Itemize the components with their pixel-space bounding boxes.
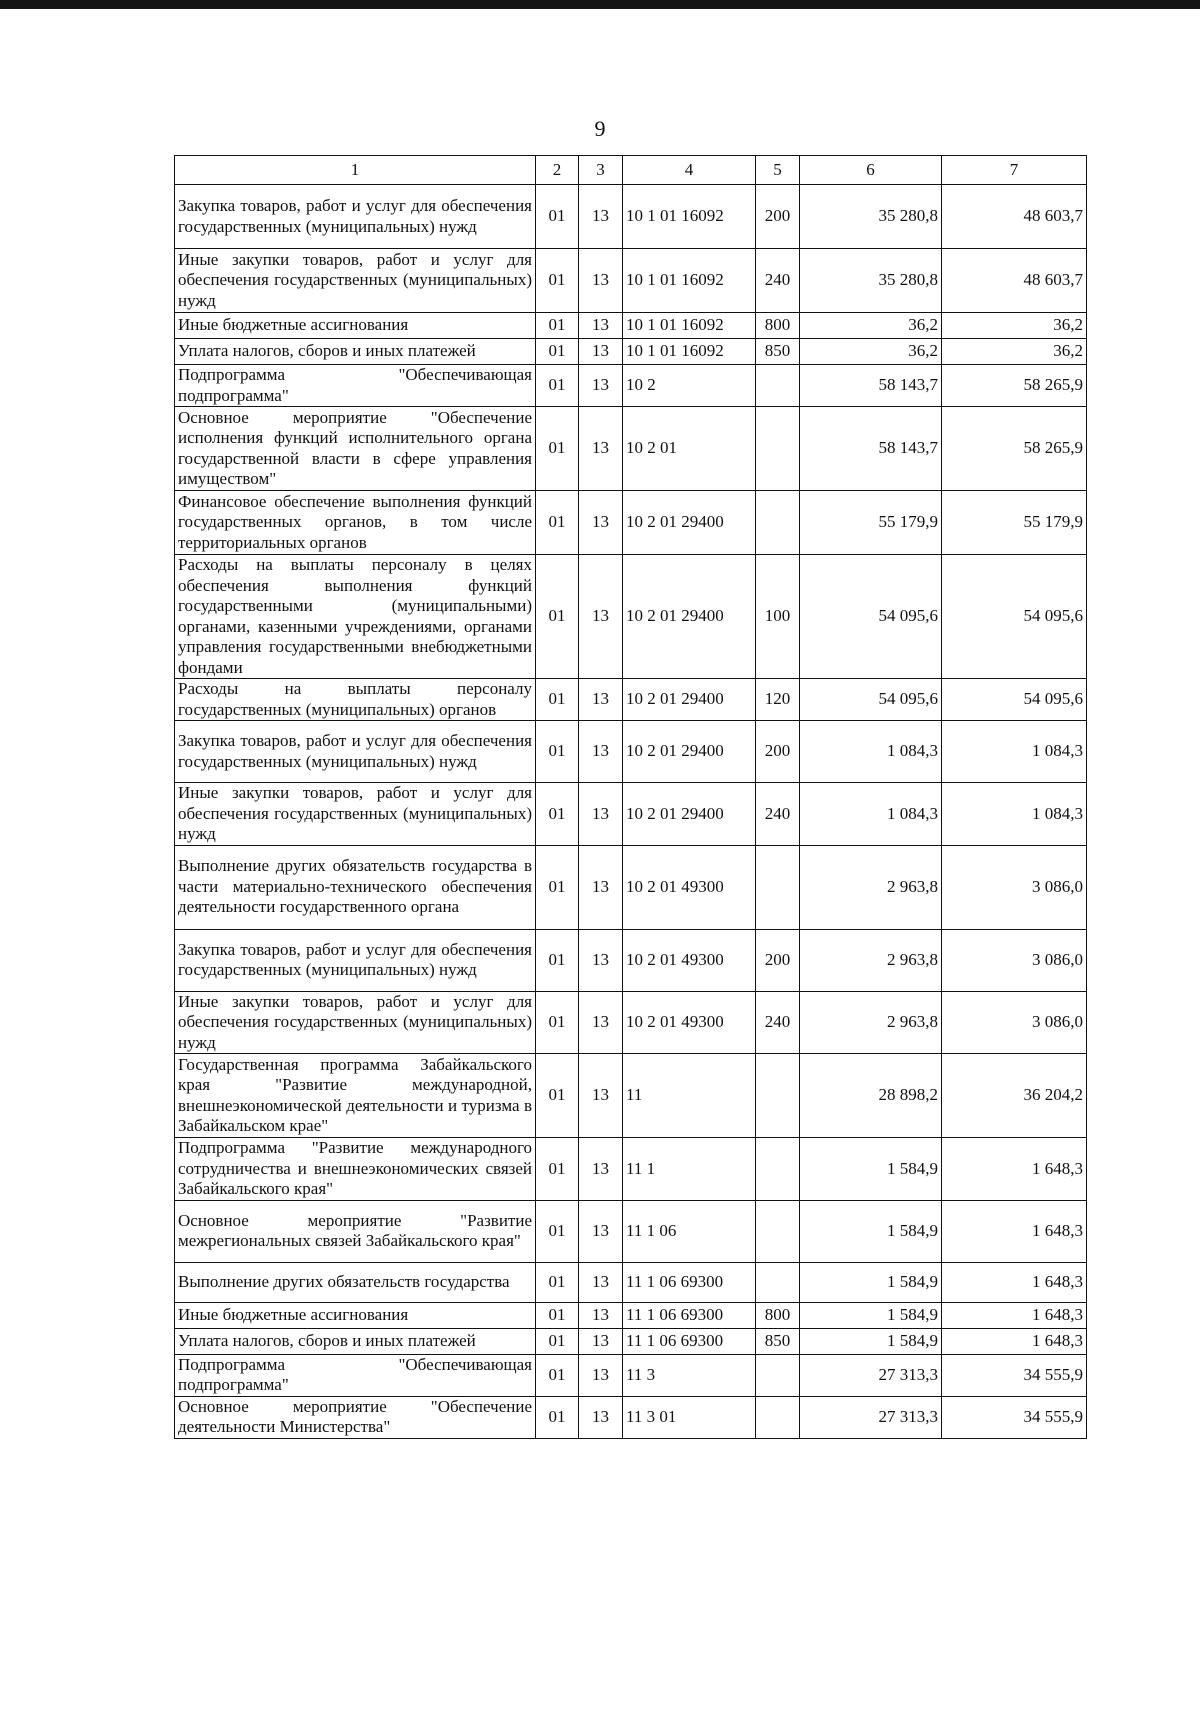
amount-year1-cell: 2 963,8 — [800, 845, 942, 929]
subsection-code-cell: 13 — [579, 1054, 623, 1138]
expense-type-cell: 200 — [756, 721, 800, 783]
row-name-cell: Уплата налогов, сборов и иных платежей — [175, 339, 536, 365]
table-row — [175, 491, 1087, 555]
target-article-cell: 10 2 01 29400 — [623, 555, 756, 679]
expense-type-cell — [756, 365, 800, 407]
expense-type-cell: 240 — [756, 249, 800, 313]
amount-year2-cell: 58 265,9 — [942, 407, 1087, 491]
subsection-code-cell: 13 — [579, 1138, 623, 1201]
section-code-cell: 01 — [536, 679, 579, 721]
amount-year2-cell: 48 603,7 — [942, 185, 1087, 249]
amount-year2-cell: 55 179,9 — [942, 491, 1087, 555]
target-article-cell: 10 2 — [623, 365, 756, 407]
section-code-cell: 01 — [536, 1354, 579, 1396]
amount-year2-cell: 1 084,3 — [942, 721, 1087, 783]
amount-year2-cell: 54 095,6 — [942, 679, 1087, 721]
amount-year1-cell: 55 179,9 — [800, 491, 942, 555]
row-name-cell: Государственная программа Забайкальского края "Развитие международной, внешнеэкономической деятельности и туризма в Забайкальском крае" — [175, 1054, 536, 1138]
target-article-cell: 11 3 01 — [623, 1396, 756, 1438]
amount-year2-cell: 3 086,0 — [942, 845, 1087, 929]
subsection-code-cell: 13 — [579, 845, 623, 929]
subsection-code-cell: 13 — [579, 1302, 623, 1328]
table-row — [175, 1138, 1087, 1201]
table-row — [175, 1396, 1087, 1438]
row-name-cell: Финансовое обеспечение выполнения функций государственных органов, в том числе территориальных органов — [175, 491, 536, 555]
target-article-cell: 11 3 — [623, 1354, 756, 1396]
expense-type-cell — [756, 1054, 800, 1138]
subsection-code-cell: 13 — [579, 407, 623, 491]
table-row — [175, 1328, 1087, 1354]
amount-year2-cell: 3 086,0 — [942, 991, 1087, 1054]
table-row — [175, 365, 1087, 407]
subsection-code-cell: 13 — [579, 365, 623, 407]
section-code-cell: 01 — [536, 991, 579, 1054]
subsection-code-cell: 13 — [579, 1262, 623, 1302]
header-cell: 1 — [175, 156, 536, 185]
section-code-cell: 01 — [536, 185, 579, 249]
table-row — [175, 1054, 1087, 1138]
target-article-cell: 10 2 01 29400 — [623, 721, 756, 783]
target-article-cell: 11 1 06 69300 — [623, 1262, 756, 1302]
target-article-cell: 10 1 01 16092 — [623, 249, 756, 313]
section-code-cell: 01 — [536, 1138, 579, 1201]
section-code-cell: 01 — [536, 491, 579, 555]
section-code-cell: 01 — [536, 365, 579, 407]
subsection-code-cell: 13 — [579, 991, 623, 1054]
row-name-cell: Подпрограмма "Обеспечивающая подпрограмма" — [175, 365, 536, 407]
section-code-cell: 01 — [536, 1328, 579, 1354]
amount-year1-cell: 35 280,8 — [800, 249, 942, 313]
expense-type-cell — [756, 491, 800, 555]
section-code-cell: 01 — [536, 313, 579, 339]
amount-year2-cell: 54 095,6 — [942, 555, 1087, 679]
table-row — [175, 339, 1087, 365]
subsection-code-cell: 13 — [579, 313, 623, 339]
subsection-code-cell: 13 — [579, 249, 623, 313]
table-row — [175, 1302, 1087, 1328]
subsection-code-cell: 13 — [579, 679, 623, 721]
table-row — [175, 1354, 1087, 1396]
subsection-code-cell: 13 — [579, 1328, 623, 1354]
budget-table — [174, 155, 1087, 1439]
row-name-cell: Расходы на выплаты персоналу государственных (муниципальных) органов — [175, 679, 536, 721]
section-code-cell: 01 — [536, 249, 579, 313]
section-code-cell: 01 — [536, 845, 579, 929]
row-name-cell: Выполнение других обязательств государства — [175, 1262, 536, 1302]
row-name-cell: Основное мероприятие "Обеспечение деятельности Министерства" — [175, 1396, 536, 1438]
expense-type-cell: 200 — [756, 929, 800, 991]
amount-year1-cell: 54 095,6 — [800, 679, 942, 721]
expense-type-cell — [756, 1396, 800, 1438]
table-row — [175, 679, 1087, 721]
target-article-cell: 11 1 — [623, 1138, 756, 1201]
target-article-cell: 10 2 01 29400 — [623, 783, 756, 846]
header-cell: 4 — [623, 156, 756, 185]
target-article-cell: 10 2 01 29400 — [623, 491, 756, 555]
header-cell: 7 — [942, 156, 1087, 185]
row-name-cell: Подпрограмма "Развитие международного сотрудничества и внешнеэкономических связей Забайкальского края" — [175, 1138, 536, 1201]
row-name-cell: Иные бюджетные ассигнования — [175, 1302, 536, 1328]
target-article-cell: 10 2 01 29400 — [623, 679, 756, 721]
table-row — [175, 991, 1087, 1054]
expense-type-cell: 240 — [756, 991, 800, 1054]
table-row — [175, 929, 1087, 991]
amount-year1-cell: 1 084,3 — [800, 783, 942, 846]
target-article-cell: 11 1 06 69300 — [623, 1328, 756, 1354]
subsection-code-cell: 13 — [579, 783, 623, 846]
amount-year1-cell: 36,2 — [800, 313, 942, 339]
table-row — [175, 721, 1087, 783]
section-code-cell: 01 — [536, 1054, 579, 1138]
table-row — [175, 313, 1087, 339]
amount-year1-cell: 36,2 — [800, 339, 942, 365]
table-row — [175, 783, 1087, 846]
row-name-cell: Иные закупки товаров, работ и услуг для обеспечения государственных (муниципальных) нужд — [175, 783, 536, 846]
header-cell: 6 — [800, 156, 942, 185]
expense-type-cell — [756, 1200, 800, 1262]
row-name-cell: Основное мероприятие "Развитие межрегиональных связей Забайкальского края" — [175, 1200, 536, 1262]
amount-year2-cell: 58 265,9 — [942, 365, 1087, 407]
amount-year1-cell: 1 584,9 — [800, 1138, 942, 1201]
section-code-cell: 01 — [536, 1262, 579, 1302]
target-article-cell: 11 1 06 69300 — [623, 1302, 756, 1328]
amount-year1-cell: 58 143,7 — [800, 365, 942, 407]
amount-year2-cell: 1 648,3 — [942, 1262, 1087, 1302]
header-cell: 5 — [756, 156, 800, 185]
amount-year2-cell: 34 555,9 — [942, 1396, 1087, 1438]
amount-year2-cell: 3 086,0 — [942, 929, 1087, 991]
amount-year2-cell: 36 204,2 — [942, 1054, 1087, 1138]
section-code-cell: 01 — [536, 1396, 579, 1438]
header-row — [175, 156, 1087, 185]
row-name-cell: Закупка товаров, работ и услуг для обеспечения государственных (муниципальных) нужд — [175, 721, 536, 783]
amount-year2-cell: 1 648,3 — [942, 1328, 1087, 1354]
amount-year1-cell: 54 095,6 — [800, 555, 942, 679]
row-name-cell: Уплата налогов, сборов и иных платежей — [175, 1328, 536, 1354]
amount-year2-cell: 1 648,3 — [942, 1200, 1087, 1262]
row-name-cell: Иные бюджетные ассигнования — [175, 313, 536, 339]
table-row — [175, 407, 1087, 491]
amount-year2-cell: 1 648,3 — [942, 1138, 1087, 1201]
section-code-cell: 01 — [536, 721, 579, 783]
row-name-cell: Расходы на выплаты персоналу в целях обеспечения выполнения функций государственными (муниципальными) органами, казенными учреждениями, органами управления государственными внебюджетными фондами — [175, 555, 536, 679]
subsection-code-cell: 13 — [579, 339, 623, 365]
section-code-cell: 01 — [536, 339, 579, 365]
expense-type-cell: 120 — [756, 679, 800, 721]
expense-type-cell: 850 — [756, 339, 800, 365]
subsection-code-cell: 13 — [579, 929, 623, 991]
expense-type-cell: 800 — [756, 313, 800, 339]
expense-type-cell: 240 — [756, 783, 800, 846]
row-name-cell: Выполнение других обязательств государства в части материально-технического обеспечения деятельности государственного органа — [175, 845, 536, 929]
amount-year1-cell: 1 584,9 — [800, 1200, 942, 1262]
subsection-code-cell: 13 — [579, 1354, 623, 1396]
amount-year2-cell: 48 603,7 — [942, 249, 1087, 313]
amount-year1-cell: 35 280,8 — [800, 185, 942, 249]
target-article-cell: 11 — [623, 1054, 756, 1138]
amount-year1-cell: 2 963,8 — [800, 929, 942, 991]
target-article-cell: 11 1 06 — [623, 1200, 756, 1262]
amount-year2-cell: 1 648,3 — [942, 1302, 1087, 1328]
expense-type-cell: 850 — [756, 1328, 800, 1354]
target-article-cell: 10 2 01 49300 — [623, 929, 756, 991]
section-code-cell: 01 — [536, 783, 579, 846]
amount-year1-cell: 1 084,3 — [800, 721, 942, 783]
amount-year1-cell: 2 963,8 — [800, 991, 942, 1054]
expense-type-cell — [756, 1354, 800, 1396]
section-code-cell: 01 — [536, 555, 579, 679]
target-article-cell: 10 2 01 49300 — [623, 991, 756, 1054]
expense-type-cell: 100 — [756, 555, 800, 679]
amount-year1-cell: 27 313,3 — [800, 1396, 942, 1438]
row-name-cell: Иные закупки товаров, работ и услуг для обеспечения государственных (муниципальных) нужд — [175, 991, 536, 1054]
subsection-code-cell: 13 — [579, 185, 623, 249]
target-article-cell: 10 2 01 — [623, 407, 756, 491]
subsection-code-cell: 13 — [579, 555, 623, 679]
amount-year2-cell: 36,2 — [942, 339, 1087, 365]
table-row — [175, 845, 1087, 929]
row-name-cell: Закупка товаров, работ и услуг для обеспечения государственных (муниципальных) нужд — [175, 929, 536, 991]
page-number: 9 — [594, 116, 606, 141]
subsection-code-cell: 13 — [579, 721, 623, 783]
header-cell: 3 — [579, 156, 623, 185]
table-body — [175, 185, 1087, 1439]
section-code-cell: 01 — [536, 1200, 579, 1262]
amount-year1-cell: 58 143,7 — [800, 407, 942, 491]
amount-year2-cell: 34 555,9 — [942, 1354, 1087, 1396]
target-article-cell: 10 2 01 49300 — [623, 845, 756, 929]
row-name-cell: Закупка товаров, работ и услуг для обеспечения государственных (муниципальных) нужд — [175, 185, 536, 249]
section-code-cell: 01 — [536, 1302, 579, 1328]
subsection-code-cell: 13 — [579, 1200, 623, 1262]
amount-year1-cell: 1 584,9 — [800, 1262, 942, 1302]
expense-type-cell — [756, 1262, 800, 1302]
target-article-cell: 10 1 01 16092 — [623, 313, 756, 339]
section-code-cell: 01 — [536, 929, 579, 991]
scan-top-edge — [0, 0, 1200, 9]
subsection-code-cell: 13 — [579, 491, 623, 555]
row-name-cell: Основное мероприятие "Обеспечение исполнения функций исполнительного органа государственной власти в сфере управления имуществом" — [175, 407, 536, 491]
expense-type-cell — [756, 1138, 800, 1201]
expense-type-cell: 800 — [756, 1302, 800, 1328]
target-article-cell: 10 1 01 16092 — [623, 339, 756, 365]
subsection-code-cell: 13 — [579, 1396, 623, 1438]
header-cell: 2 — [536, 156, 579, 185]
amount-year2-cell: 36,2 — [942, 313, 1087, 339]
table-row — [175, 555, 1087, 679]
amount-year2-cell: 1 084,3 — [942, 783, 1087, 846]
table-row — [175, 1262, 1087, 1302]
expense-type-cell: 200 — [756, 185, 800, 249]
section-code-cell: 01 — [536, 407, 579, 491]
table-row — [175, 249, 1087, 313]
amount-year1-cell: 1 584,9 — [800, 1328, 942, 1354]
amount-year1-cell: 1 584,9 — [800, 1302, 942, 1328]
table-row — [175, 185, 1087, 249]
row-name-cell: Подпрограмма "Обеспечивающая подпрограмма" — [175, 1354, 536, 1396]
table-row — [175, 1200, 1087, 1262]
target-article-cell: 10 1 01 16092 — [623, 185, 756, 249]
amount-year1-cell: 28 898,2 — [800, 1054, 942, 1138]
expense-type-cell — [756, 845, 800, 929]
expense-type-cell — [756, 407, 800, 491]
amount-year1-cell: 27 313,3 — [800, 1354, 942, 1396]
row-name-cell: Иные закупки товаров, работ и услуг для обеспечения государственных (муниципальных) нужд — [175, 249, 536, 313]
